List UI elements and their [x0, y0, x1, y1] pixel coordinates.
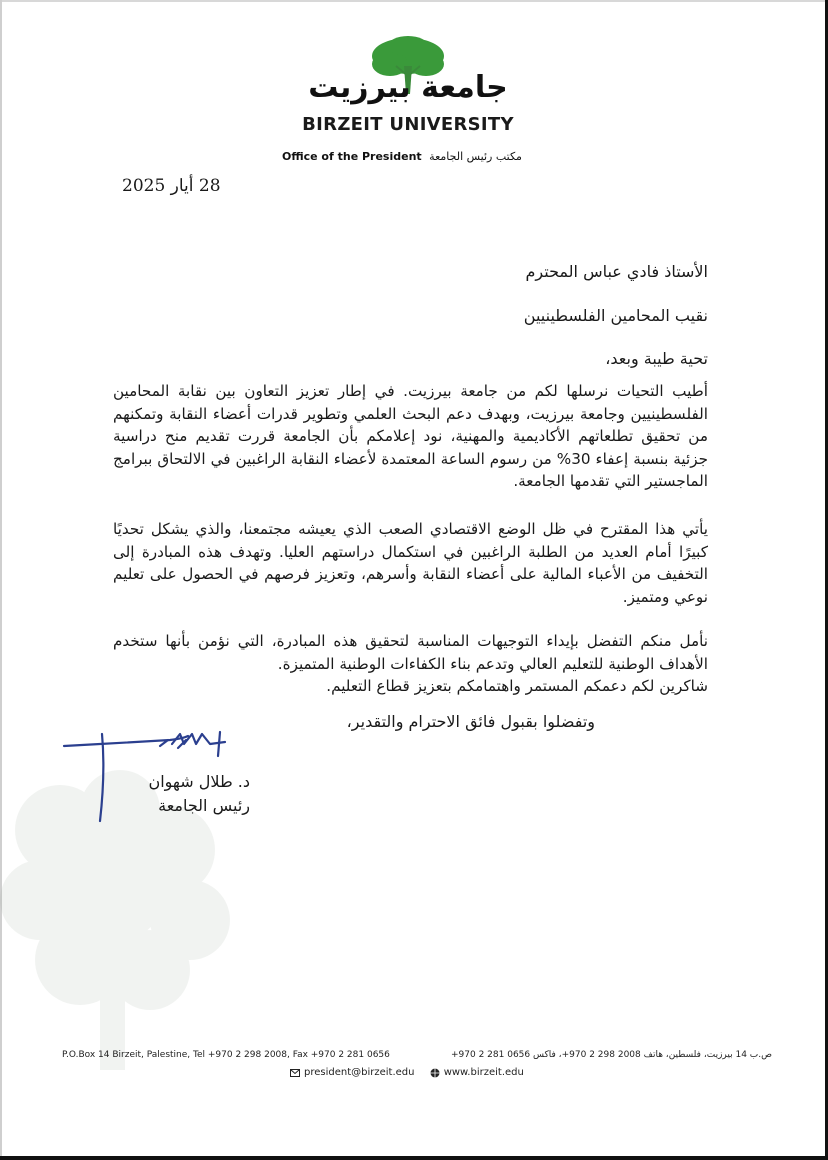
- page-border-top: [0, 0, 828, 2]
- recipient-name: الأستاذ فادي عباس المحترم: [525, 262, 708, 281]
- paragraph-1: أطيب التحيات نرسلها لكم من جامعة بيرزيت. في إطار تعزيز التعاون بين نقابة المحامين الفلسطينيين وجامعة بيرزيت، وبهدف دعم البحث العلمي وتطوير قدرات أعضاء النقابة وتمكنهم من تحقيق تطلعاتهم الأكاديمية والمهنية، نود إعلامكم بأن الجامعة قررت تقديم منح دراسية جزئية بنسبة إعفاء 30% من رسوم الساعة المعتمدة لأعضاء النقابة الراغبين في الالتحاق ببرامج الماجستير التي تقدمها الجامعة.: [113, 382, 708, 490]
- footer-email-text[interactable]: president@birzeit.edu: [304, 1067, 415, 1078]
- letter-date: 28 أيار 2025: [122, 176, 221, 196]
- envelope-icon: [290, 1068, 300, 1078]
- footer-website-text[interactable]: www.birzeit.edu: [443, 1067, 524, 1078]
- university-logo: [290, 36, 526, 166]
- page-border-bottom: [0, 1156, 828, 1160]
- thanks-line: شاكرين لكم دعمكم المستمر واهتمامكم بتعزيز قطاع التعليم.: [326, 677, 708, 695]
- signer-name: د. طلال شهوان: [148, 772, 250, 791]
- footer-address-arabic: ص.ب 14 بيرزيت، فلسطين، هاتف 2008 298 2 970+، فاكس 0656 281 2 970+: [450, 1050, 772, 1060]
- logo-english-name: BIRZEIT UNIVERSITY: [302, 114, 514, 135]
- office-arabic: مكتب رئيس الجامعة: [429, 150, 522, 163]
- recipient-title: نقيب المحامين الفلسطينيين: [523, 306, 708, 325]
- greeting: تحية طيبة وبعد،: [605, 349, 708, 368]
- footer-address: [62, 1050, 772, 1060]
- globe-icon: [430, 1068, 440, 1078]
- office-of-president: [282, 150, 532, 163]
- footer-website[interactable]: [430, 1067, 524, 1078]
- office-english: Office of the President: [282, 150, 422, 163]
- signer-block: [130, 770, 250, 818]
- footer-email[interactable]: [290, 1067, 415, 1078]
- logo-arabic-name: جامعة بيرزيت: [308, 70, 508, 105]
- footer-address-english: P.O.Box 14 Birzeit, Palestine, Tel +970 2 298 2008, Fax +970 2 281 0656: [62, 1050, 390, 1060]
- signer-title: رئيس الجامعة: [158, 796, 250, 815]
- paragraph-2: يأتي هذا المقترح في ظل الوضع الاقتصادي الصعب الذي يعيشه مجتمعنا، والذي يشكل تحديًا كبيرًا أمام العديد من الطلبة الراغبين في استكمال دراستهم العليا. وتهدف هذه المبادرة إلى التخفيف من الأعباء المالية على أعضاء النقابة وأسرهم، وتعزيز فرصهم في الحصول على تعليم نوعي ومتميز.: [113, 520, 708, 606]
- footer-contacts: [290, 1067, 550, 1081]
- closing-line: وتفضلوا بقبول فائق الاحترام والتقدير،: [346, 712, 595, 731]
- paragraph-3: نأمل منكم التفضل بإيداء التوجيهات المناسبة لتحقيق هذه المبادرة، التي نؤمن بأنها ستخدم الأهداف الوطنية للتعليم العالي وتدعم بناء الكفاءات الوطنية المتميزة.: [113, 632, 708, 673]
